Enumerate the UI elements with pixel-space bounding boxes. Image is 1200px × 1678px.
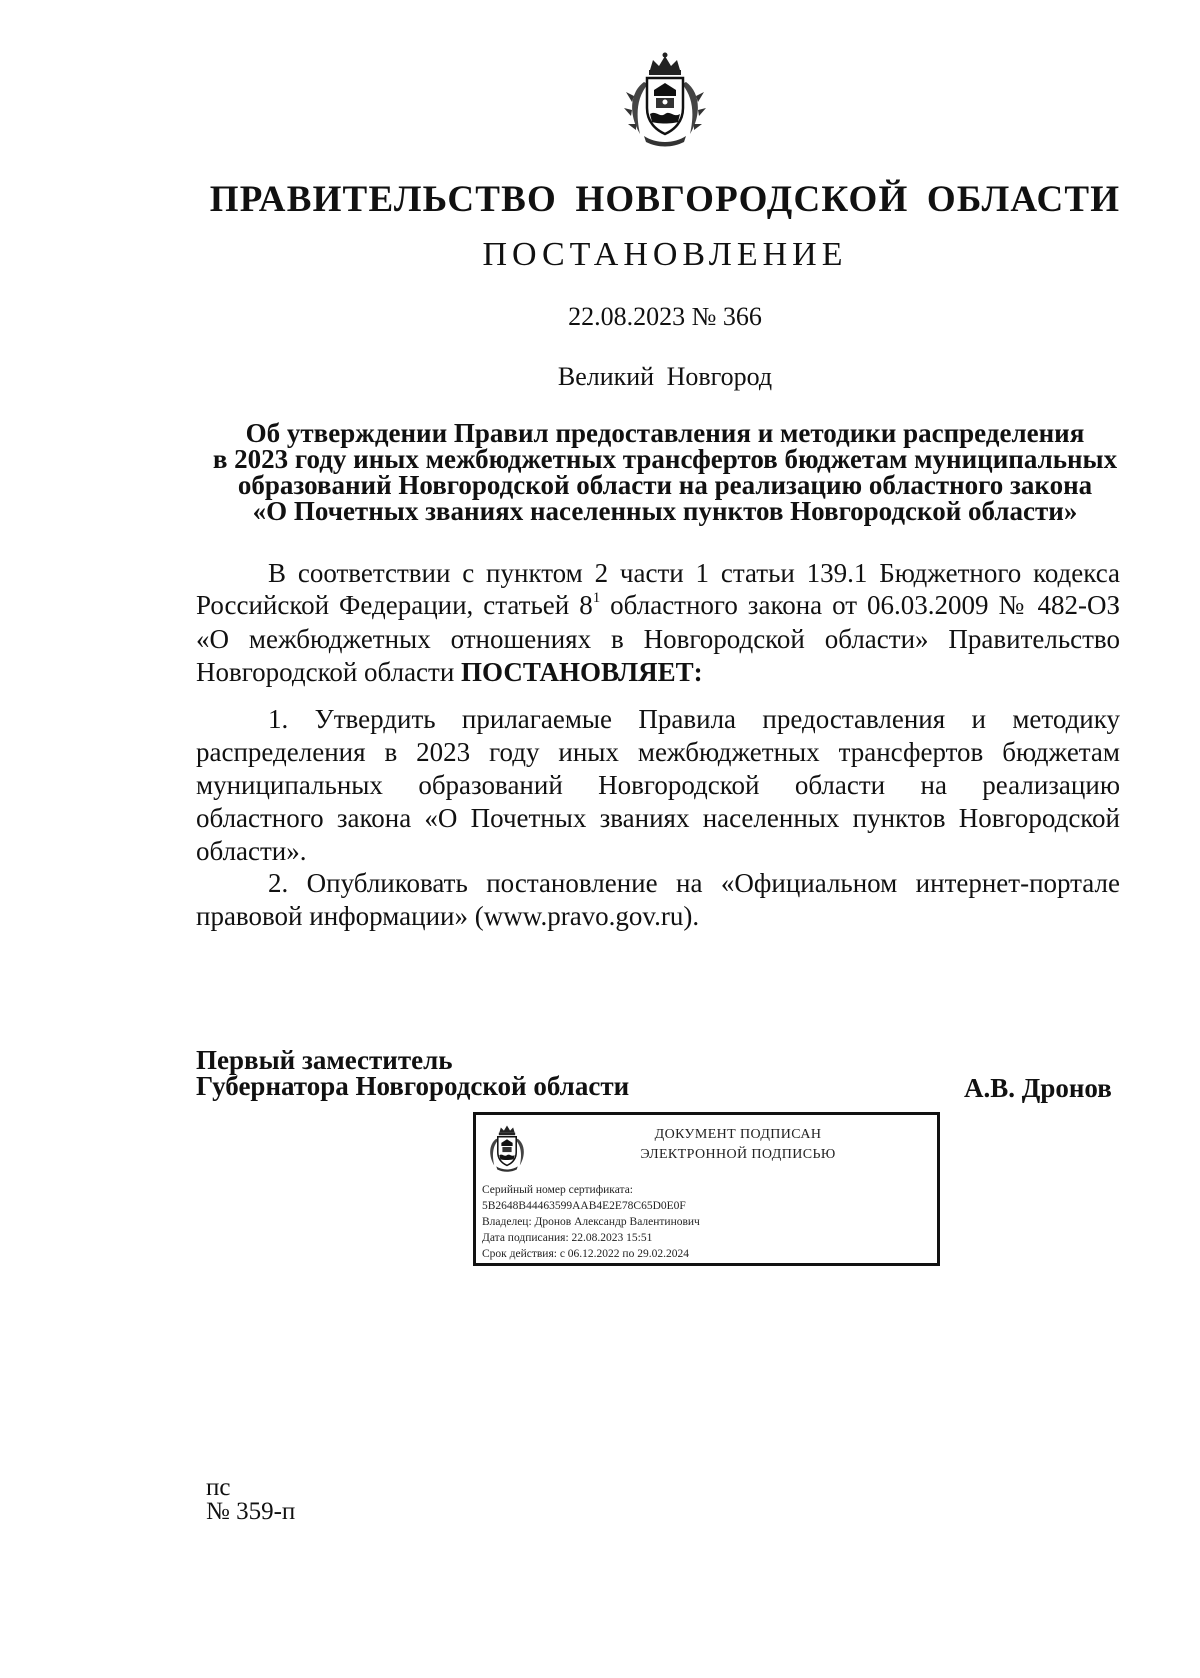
item2-line: 2. Опубликовать постановление на «Официальном интернет-портале [268,868,1120,898]
preamble-line [196,590,1120,620]
stamp-title [538,1125,938,1165]
electronic-signature-stamp [473,1112,940,1266]
subject-line: Об утверждении Правил предоставления и методики распределения [245,418,1085,448]
document-type: ПОСТАНОВЛЕНИЕ [482,236,848,273]
item1-line: областного закона «О Почетных званиях населенных пунктов Новгородской [196,803,1120,833]
preamble-text: Российской Федерации, статьей 8 [196,590,593,620]
registration-mark [206,1476,295,1524]
resolves-keyword: ПОСТАНОВЛЯЕТ: [461,657,703,687]
item1-line: муниципальных образований Новгородской области на реализацию [196,770,1120,800]
preamble-text: областного закона от 06.03.2009 № 482-ОЗ [600,590,1120,620]
item1-line: 1. Утвердить прилагаемые Правила предоставления и методику [268,704,1120,734]
document-place: Великий Новгород [557,362,773,391]
preamble-line: В соответствии с пунктом 2 части 1 статьи 139.1 Бюджетного кодекса [268,558,1120,588]
registration-line: пс [206,1474,231,1501]
item1-line: распределения в 2023 году иных межбюджетных трансфертов бюджетам [196,737,1120,767]
registration-number: № 359-п [206,1498,296,1525]
stamp-validity: Срок действия: с 06.12.2022 по 29.02.2024 [482,1248,689,1260]
subject-line: «О Почетных званиях населенных пунктов Новгородской области» [252,496,1078,526]
stamp-title-line: ЭЛЕКТРОННОЙ ПОДПИСЬЮ [640,1147,836,1162]
subject-line: в 2023 году иных межбюджетных трансфертов бюджетам муниципальных [212,444,1118,474]
item2-line: правовой информации» (www.pravo.gov.ru). [196,901,700,931]
signatory-position [196,1047,629,1099]
signatory-position-line: Губернатора Новгородской области [196,1071,630,1101]
signatory-name: А.В. Дронов [964,1073,1112,1103]
novgorod-coat-of-arms-icon [485,1120,529,1176]
stamp-owner: Владелец: Дронов Александр Валентинович [482,1216,700,1228]
stamp-signed-date: Дата подписания: 22.08.2023 15:51 [482,1232,653,1244]
item1-line: области». [196,836,307,866]
article-superscript: 1 [592,590,601,606]
document-date-number: 22.08.2023 № 366 [568,302,762,331]
stamp-serial-value: 5B2648B44463599AAB4E2E78C65D0E0F [482,1200,686,1212]
signatory-position-line: Первый заместитель [196,1045,453,1075]
preamble-line [196,657,1120,687]
organization-title: ПРАВИТЕЛЬСТВО НОВГОРОДСКОЙ ОБЛАСТИ [209,179,1121,220]
stamp-title-line: ДОКУМЕНТ ПОДПИСАН [654,1127,822,1142]
preamble-line: «О межбюджетных отношениях в Новгородской области» Правительство [196,624,1120,654]
preamble-text: Новгородской области [196,657,462,687]
subject-line: образований Новгородской области на реализацию областного закона [237,470,1093,500]
stamp-serial-label: Серийный номер сертификата: [482,1184,633,1196]
novgorod-coat-of-arms-icon [622,52,708,148]
document-subject [195,420,1135,524]
